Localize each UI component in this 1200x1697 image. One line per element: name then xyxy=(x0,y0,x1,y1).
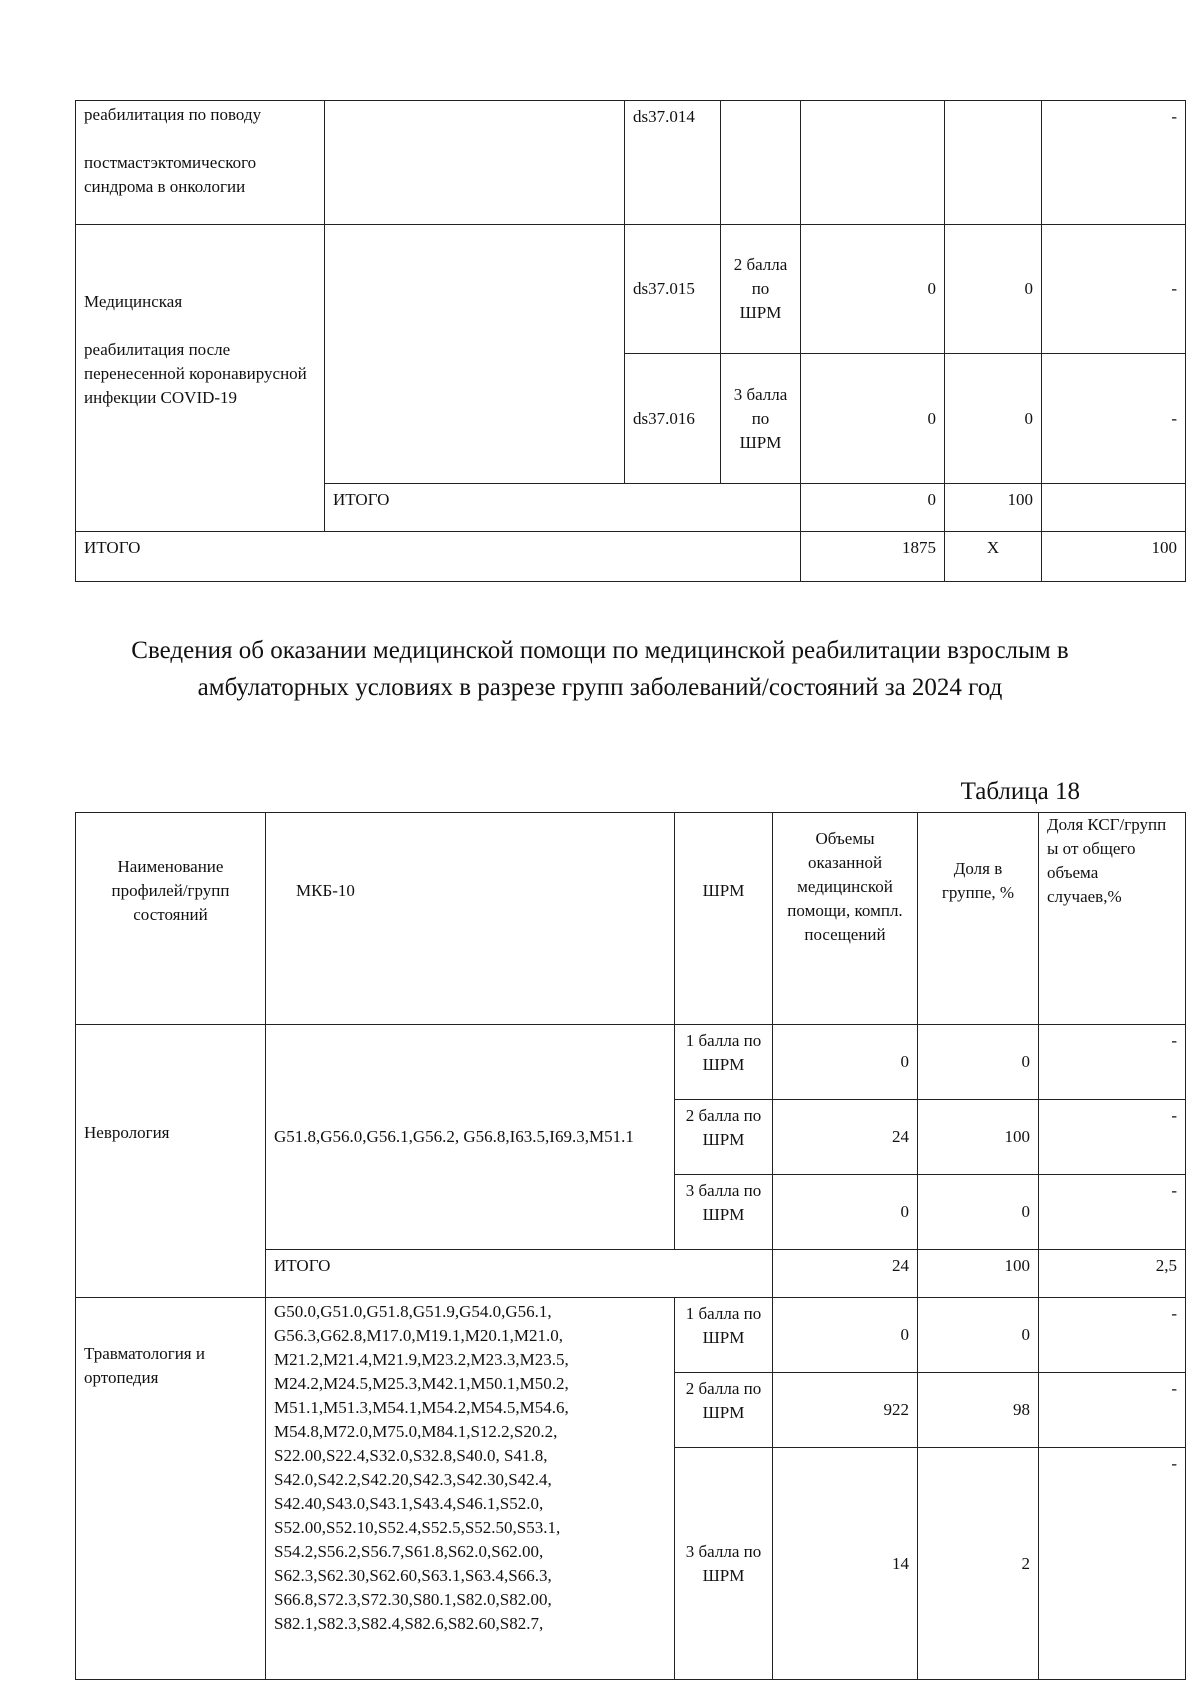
header-volume: Объемы оказанной медицинской помощи, компл. посещений xyxy=(773,813,918,1025)
share-group-cell xyxy=(945,101,1042,225)
share-group-cell: 0 xyxy=(918,1175,1039,1250)
volume-cell: 0 xyxy=(773,1025,918,1100)
share-group-cell: 0 xyxy=(945,225,1042,354)
shrm-cell xyxy=(721,101,801,225)
share-total-cell xyxy=(1042,484,1186,532)
volume-cell xyxy=(801,101,945,225)
volume-cell: 0 xyxy=(773,1175,918,1250)
shrm-cell: 2 балла по ШРМ xyxy=(675,1100,773,1175)
share-group-cell: 100 xyxy=(918,1100,1039,1175)
share-total-cell: - xyxy=(1039,1373,1186,1448)
code-cell: ds37.016 xyxy=(625,354,721,484)
share-group-cell: 2 xyxy=(918,1448,1039,1680)
header-name: Наименование профилей/групп состояний xyxy=(76,813,266,1025)
volume-cell: 14 xyxy=(773,1448,918,1680)
share-total-cell: - xyxy=(1042,354,1186,484)
share-group-cell: 98 xyxy=(918,1373,1039,1448)
code-cell: ds37.015 xyxy=(625,225,721,354)
share-group-cell: 0 xyxy=(918,1298,1039,1373)
volume-cell: 24 xyxy=(773,1250,918,1298)
share-total-cell: - xyxy=(1039,1298,1186,1373)
group-name: Неврология xyxy=(76,1025,266,1298)
shrm-cell: 3 балла по ШРМ xyxy=(675,1175,773,1250)
table-number: Таблица 18 xyxy=(960,778,1080,805)
shrm-cell: 3 балла по ШРМ xyxy=(721,354,801,484)
mkb-codes: G51.8,G56.0,G56.1,G56.2, G56.8,I63.5,I69.3,M51.1 xyxy=(266,1025,675,1250)
mkb-codes: G50.0,G51.0,G51.8,G51.9,G54.0,G56.1, G56.3,G62.8,M17.0,M19.1,M20.1,M21.0, M21.2,M21.4,M21.9,M23.2,M23.3,M23.5, M24.2,M24.5,M25.3,M42.1,M50.1,M50.2, M51.1,M51.3,M54.1,M54.2,M54.5,M54.6, M54.8,M72.0,M75.0,M84.1,S12.2,S20.2, S22.00,S22.4,S32.0,S32.8,S40.0, S41.8, S42.0,S42.2,S42.20,S42.3,S42.30,S42.4, S42.40,S43.0,S43.1,S43.4,S46.1,S52.0, S52.00,S52.10,S52.4,S52.5,S52.50,S53.1, S54.2,S56.2,S56.7,S61.8,S62.0,S62.00, S62.3,S62.30,S62.60,S63.1,S63.4,S66.3, S66.8,S72.3,S72.30,S80.1,S82.0,S82.00, S82.1,S82.3,S82.4,S82.6,S82.60,S82.7, xyxy=(266,1298,675,1680)
shrm-cell: 1 балла по ШРМ xyxy=(675,1298,773,1373)
share-total-cell: - xyxy=(1039,1175,1186,1250)
share-total-cell: - xyxy=(1042,225,1186,354)
share-group-cell: 100 xyxy=(945,484,1042,532)
share-total-cell: - xyxy=(1042,101,1186,225)
share-total-cell: - xyxy=(1039,1100,1186,1175)
shrm-cell: 2 балла по ШРМ xyxy=(721,225,801,354)
volume-cell: 0 xyxy=(801,484,945,532)
header-mkb: МКБ-10 xyxy=(266,813,675,1025)
volume-cell: 922 xyxy=(773,1373,918,1448)
header-share-total: Доля КСГ/групп ы от общего объема случаев,% xyxy=(1039,813,1186,1025)
table-continuation xyxy=(75,100,1186,582)
section-title: Сведения об оказании медицинской помощи по медицинской реабилитации взрослым в амбулаторных условиях в разрезе групп заболеваний/состояний за 2024 год xyxy=(131,637,1069,701)
header-shrm: ШРМ xyxy=(675,813,773,1025)
share-total-cell: - xyxy=(1039,1448,1186,1680)
header-share-group: Доля в группе, % xyxy=(918,813,1039,1025)
share-group-cell: Х xyxy=(945,532,1042,582)
share-group-cell: 0 xyxy=(918,1025,1039,1100)
shrm-cell: 1 балла по ШРМ xyxy=(675,1025,773,1100)
mkb-cell xyxy=(325,225,625,484)
itogo-label: ИТОГО xyxy=(325,484,801,532)
share-total-cell: 100 xyxy=(1042,532,1186,582)
share-group-cell: 100 xyxy=(918,1250,1039,1298)
shrm-cell: 3 балла по ШРМ xyxy=(675,1448,773,1680)
share-total-cell: - xyxy=(1039,1025,1186,1100)
mkb-cell xyxy=(325,101,625,225)
volume-cell: 0 xyxy=(801,225,945,354)
shrm-cell: 2 балла по ШРМ xyxy=(675,1373,773,1448)
volume-cell: 0 xyxy=(773,1298,918,1373)
row-name: Медицинская реабилитация после перенесенной коронавирусной инфекции COVID-19 xyxy=(76,225,325,532)
volume-cell: 1875 xyxy=(801,532,945,582)
share-total-cell: 2,5 xyxy=(1039,1250,1186,1298)
volume-cell: 24 xyxy=(773,1100,918,1175)
group-name: Травматология и ортопедия xyxy=(76,1298,266,1680)
grand-total-label: ИТОГО xyxy=(76,532,801,582)
code-cell: ds37.014 xyxy=(625,101,721,225)
volume-cell: 0 xyxy=(801,354,945,484)
row-name: реабилитация по поводу постмастэктомического синдрома в онкологии xyxy=(76,101,325,225)
itogo-label: ИТОГО xyxy=(266,1250,773,1298)
table-18 xyxy=(75,812,1186,1680)
share-group-cell: 0 xyxy=(945,354,1042,484)
